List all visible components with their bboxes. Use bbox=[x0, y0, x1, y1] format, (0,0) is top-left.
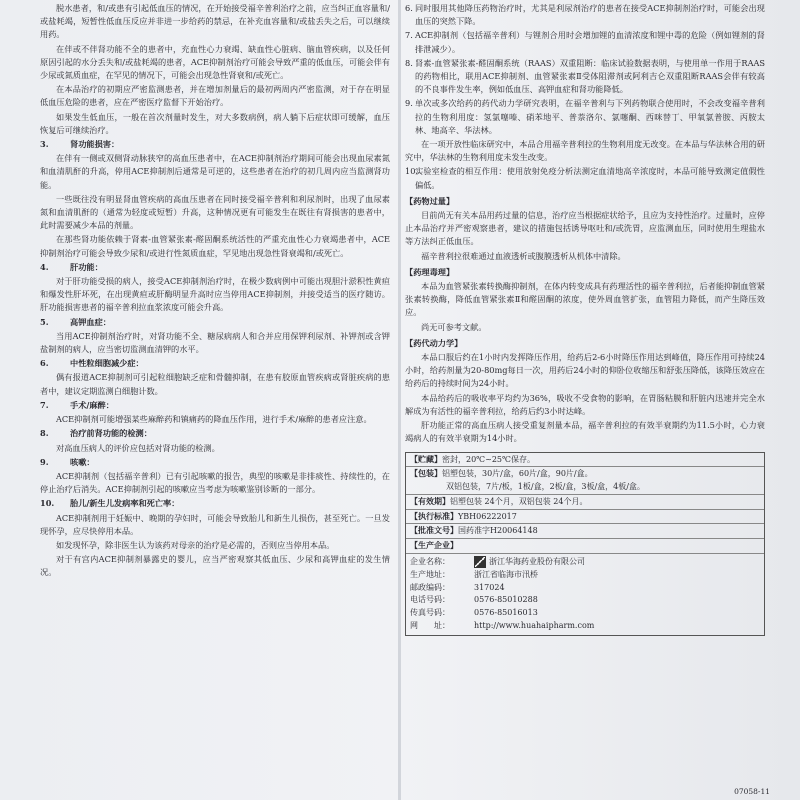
left-column bbox=[40, 2, 390, 581]
section-6 bbox=[40, 357, 390, 398]
paragraph: 当用ACE抑制剂治疗时，对肾功能不全、糖尿病病人和合并应用保钾利尿剂、补钾剂或含钾盐制剂的病人，应当密切监测血清钾的水平。 bbox=[40, 330, 390, 355]
company-logo-icon bbox=[474, 556, 486, 568]
paragraph: 尚无可参考文献。 bbox=[421, 321, 487, 332]
paragraph: 对于有宫内ACE抑制剂暴露史的婴儿，应当严密观察其低血压、少尿和高钾血症的发生情况。 bbox=[40, 554, 390, 578]
section-heading: 7. 手术/麻醉： bbox=[40, 399, 114, 410]
pharmacology-heading: 【药理毒理】 bbox=[405, 266, 455, 277]
paragraph: 在伴或不伴肾功能不全的患者中，充血性心力衰竭、缺血性心脏病、脑血管疾病，以及任何原因引起的水分丢失和/或盐耗竭的患者，ACE抑制剂治疗可能会导致严重的低血压，可能会伴有少尿或氮质血症，在罕见的情况下，可能会出现急性肾衰和/或死亡。 bbox=[40, 43, 390, 81]
list-item: 7. ACE抑制剂（包括福辛普利）与锂剂合用时会增加锂的血清浓度和锂中毒的危险（例如锂剂的肾排泄减少）。 bbox=[405, 30, 765, 54]
paragraph: 如发现怀孕，除非医生认为该药对母亲的治疗是必需的，否则应当停用本品。 bbox=[56, 539, 335, 550]
list-item: 6. 同时服用其他降压药物治疗时，尤其是利尿剂治疗的患者在接受ACE抑制剂治疗时，可能会出现血压的突然下降。 bbox=[405, 3, 765, 27]
document-code: 07058-11 bbox=[734, 787, 770, 796]
paragraph: 目前尚无有关本品用药过量的信息，治疗应当根据症状给予，且应为支持性治疗。过量时，应停止本品治疗并严密观察患者，建议的措施包括诱导呕吐和/或洗胃，应监测血压，同时使用生理盐水等方法纠正低血压。 bbox=[405, 210, 765, 247]
paragraph: 偶有报道ACE抑制剂可引起粒细胞缺乏症和骨髓抑制，在患有胶原血管疾病或肾脏疾病的患者中，建议定期监测白细胞计数。 bbox=[40, 372, 390, 396]
storage-row: 【贮藏】密封，20℃~25℃保存。 bbox=[406, 453, 764, 468]
paragraph: ACE抑制剂用于妊娠中、晚期的孕妇时，可能会导致胎儿和新生儿损伤，甚至死亡。一旦发现怀孕，应尽快停用本品。 bbox=[40, 512, 390, 536]
list-item: 10. 实验室检查的相互作用：使用放射免疫分析法测定血清地高辛浓度时，本品可能导致测定值假性偏低。 bbox=[405, 166, 765, 190]
section-heading: 9. 咳嗽： bbox=[40, 456, 95, 467]
section-5 bbox=[40, 316, 390, 357]
paragraph: 在那些肾功能依赖于肾素-血管紧张素-醛固酮系统活性的严重充血性心力衰竭患者中，ACE抑制剂治疗可能会导致少尿和/或进行性氮质血症，罕见地出现急性肾衰竭和/或死亡。 bbox=[40, 234, 390, 258]
paragraph: 本品给药后的吸收率平均约为36%，吸收不受食物的影响，在胃肠粘膜和肝脏内迅速并完全水解成为有活性的福辛普利拉，给药后约3小时达峰。 bbox=[405, 392, 765, 416]
section-7 bbox=[40, 399, 390, 426]
pharmacokinetics-heading: 【药代动力学】 bbox=[405, 337, 463, 348]
section-10 bbox=[40, 497, 390, 579]
phone-line: 电话号码： 0576-85010288 bbox=[410, 595, 538, 605]
paragraph: ACE抑制剂（包括福辛普利）已有引起咳嗽的报告，典型的咳嗽是非排痰性、持续性的，在停止治疗后消失。ACE抑制剂引起的咳嗽应当考虑为咳嗽鉴别诊断的一部分。 bbox=[40, 470, 390, 495]
section-heading: 10. 胎儿/新生儿发病率和死亡率： bbox=[40, 498, 180, 509]
paragraph: 福辛普利拉很难通过血液透析或腹膜透析从机体中清除。 bbox=[421, 250, 626, 261]
page-fold bbox=[398, 0, 401, 800]
company-name-line: 企业名称： 浙江华海药业股份有限公司 bbox=[410, 557, 585, 567]
standard-row: 【执行标准】YBH06222017 bbox=[406, 510, 764, 525]
section-heading: 6. 中性粒细胞减少症： bbox=[40, 358, 144, 369]
list-item: 9. 单次或多次给药的药代动力学研究表明，在福辛普利与下列药物联合使用时，不会改变福辛普利拉的生物利用度：氢氯噻嗪、硝苯地平、普萘洛尔、氯噻酮、西咪替丁、甲氧氯普胺、丙胺太林、地高辛、华法林。 bbox=[405, 98, 765, 135]
approval-row: 【批准文号】国药准字H20064148 bbox=[406, 524, 764, 539]
paragraph: ACE抑制剂可能增强某些麻醉药和镇痛药的降血压作用，进行手术/麻醉的患者应注意。 bbox=[56, 414, 372, 425]
product-info-table bbox=[405, 452, 765, 636]
validity-row: 【有效期】铝塑包装 24个月，双铝包装 24个月。 bbox=[406, 495, 764, 510]
website-line: 网 址： http://www.huahaipharm.com bbox=[410, 621, 595, 631]
paragraph: 在本品治疗的初期应严密监测患者，并在增加剂量后的最初两周内严密监测，对于存在明显低血压危险的患者，应在严密医疗监督下开始治疗。 bbox=[40, 84, 390, 108]
postcode-line: 邮政编码： 317024 bbox=[410, 582, 505, 592]
paragraph: 本品为血管紧张素转换酶抑制剂，在体内转变成具有药理活性的福辛普利拉，后者能抑制血管紧张素转换酶，降低血管紧张素Ⅱ和醛固酮的浓度，使外周血管扩张，血管阻力降低，而产生降压效应。 bbox=[405, 281, 765, 318]
section-heading: 3. 肾功能损害： bbox=[40, 139, 120, 150]
section-heading: 8. 治疗前肾功能的检测： bbox=[40, 428, 152, 439]
section-4 bbox=[40, 261, 390, 315]
fax-line: 传真号码： 0576-85016013 bbox=[410, 608, 538, 618]
overdose-heading: 【药物过量】 bbox=[405, 195, 455, 206]
section-8 bbox=[40, 427, 390, 454]
section-heading: 5. 高钾血症： bbox=[40, 316, 111, 327]
paragraph: 脱水患者，和/或患有引起低血压的情况，在开始接受福辛普利治疗之前，应当纠正血容量和/或盐耗竭，短暂性低血压反应并非进一步给药的禁忌，在补充血容量和/或盐丢失之后，可以继续用药。 bbox=[40, 3, 390, 40]
paragraph: 对于肝功能受损的病人，接受ACE抑制剂治疗时，在极少数病例中可能出现胆汁淤积性黄疸和爆发性肝坏死，在出现黄疸或肝酶明显升高时应当停用ACE抑制剂，并接受适当的医疗随访。肝功能损害患者的福辛普利拉血浆浓度可能会升高。 bbox=[40, 276, 390, 313]
manufacturer-heading: 【生产企业】 bbox=[406, 539, 764, 554]
paragraph: 一些既往没有明显肾血管疾病的高血压患者在同时接受福辛普利和利尿剂时，出现了血尿素氮和血清肌酐的（通常为轻度或短暂）升高，这种情况更有可能发生在既往有肾损害的患者中，此时需要减少本品的剂量。 bbox=[40, 193, 390, 231]
manufacturer-block bbox=[406, 554, 764, 635]
section-9 bbox=[40, 456, 390, 497]
paragraph: 对高血压病人的评价应包括对肾功能的检测。 bbox=[56, 442, 220, 453]
paragraph: 在一项开放性临床研究中，本品合用福辛普利拉的生物利用度无改变。在本品与华法林合用的研究中，华法林的生物利用度未发生改变。 bbox=[405, 139, 765, 163]
list-item: 8. 肾素-血管紧张素-醛固酮系统（RAAS）双重阻断：临床试验数据表明，与使用单一作用于RAAS的药物相比，联用ACE抑制剂、血管紧张素Ⅱ受体阻滞剂或阿利吉仑双重阻断RAAS会伴有较高的不良事件发生率，例如低血压、高钾血症和肾功能降低。 bbox=[405, 57, 765, 95]
paragraph: 如果发生低血压，一般在首次剂量时发生，对大多数病例，病人躺下后症状即可缓解，血压恢复后可继续治疗。 bbox=[40, 111, 390, 135]
package-row: 【包装】铝塑包装，30片/盒，60片/盒，90片/盒。 双铝包装，7片/板，1板/盒，2板/盒，3板/盒，4板/盒。 bbox=[406, 467, 764, 495]
section-heading: 4. 肝功能： bbox=[40, 261, 103, 272]
right-column bbox=[405, 2, 765, 636]
paragraph: 肝功能正常的高血压病人接受重复剂量本品，福辛普利拉的有效半衰期约为11.5小时，心力衰竭病人的有效半衰期为14小时。 bbox=[405, 420, 765, 444]
paragraph: 本品口服后约在1小时内发挥降压作用，给药后2-6小时降压作用达到峰值，降压作用可持续24小时，给药剂量为20-80mg每日一次，用药后24小时的仰卧位收缩压和舒张压降低，该降压效应在给药后的持续时间为24小时。 bbox=[405, 352, 765, 389]
paragraph: 在伴有一侧或双侧肾动脉狭窄的高血压患者中，在ACE抑制剂治疗期间可能会出现血尿素氮和血清肌酐的升高，停用ACE抑制剂后通常是可逆的，这些患者在治疗的初几周内应当监测肾功能。 bbox=[40, 153, 390, 190]
address-line: 生产地址： 浙江省临海市汛桥 bbox=[410, 569, 538, 579]
section-3 bbox=[40, 138, 390, 260]
